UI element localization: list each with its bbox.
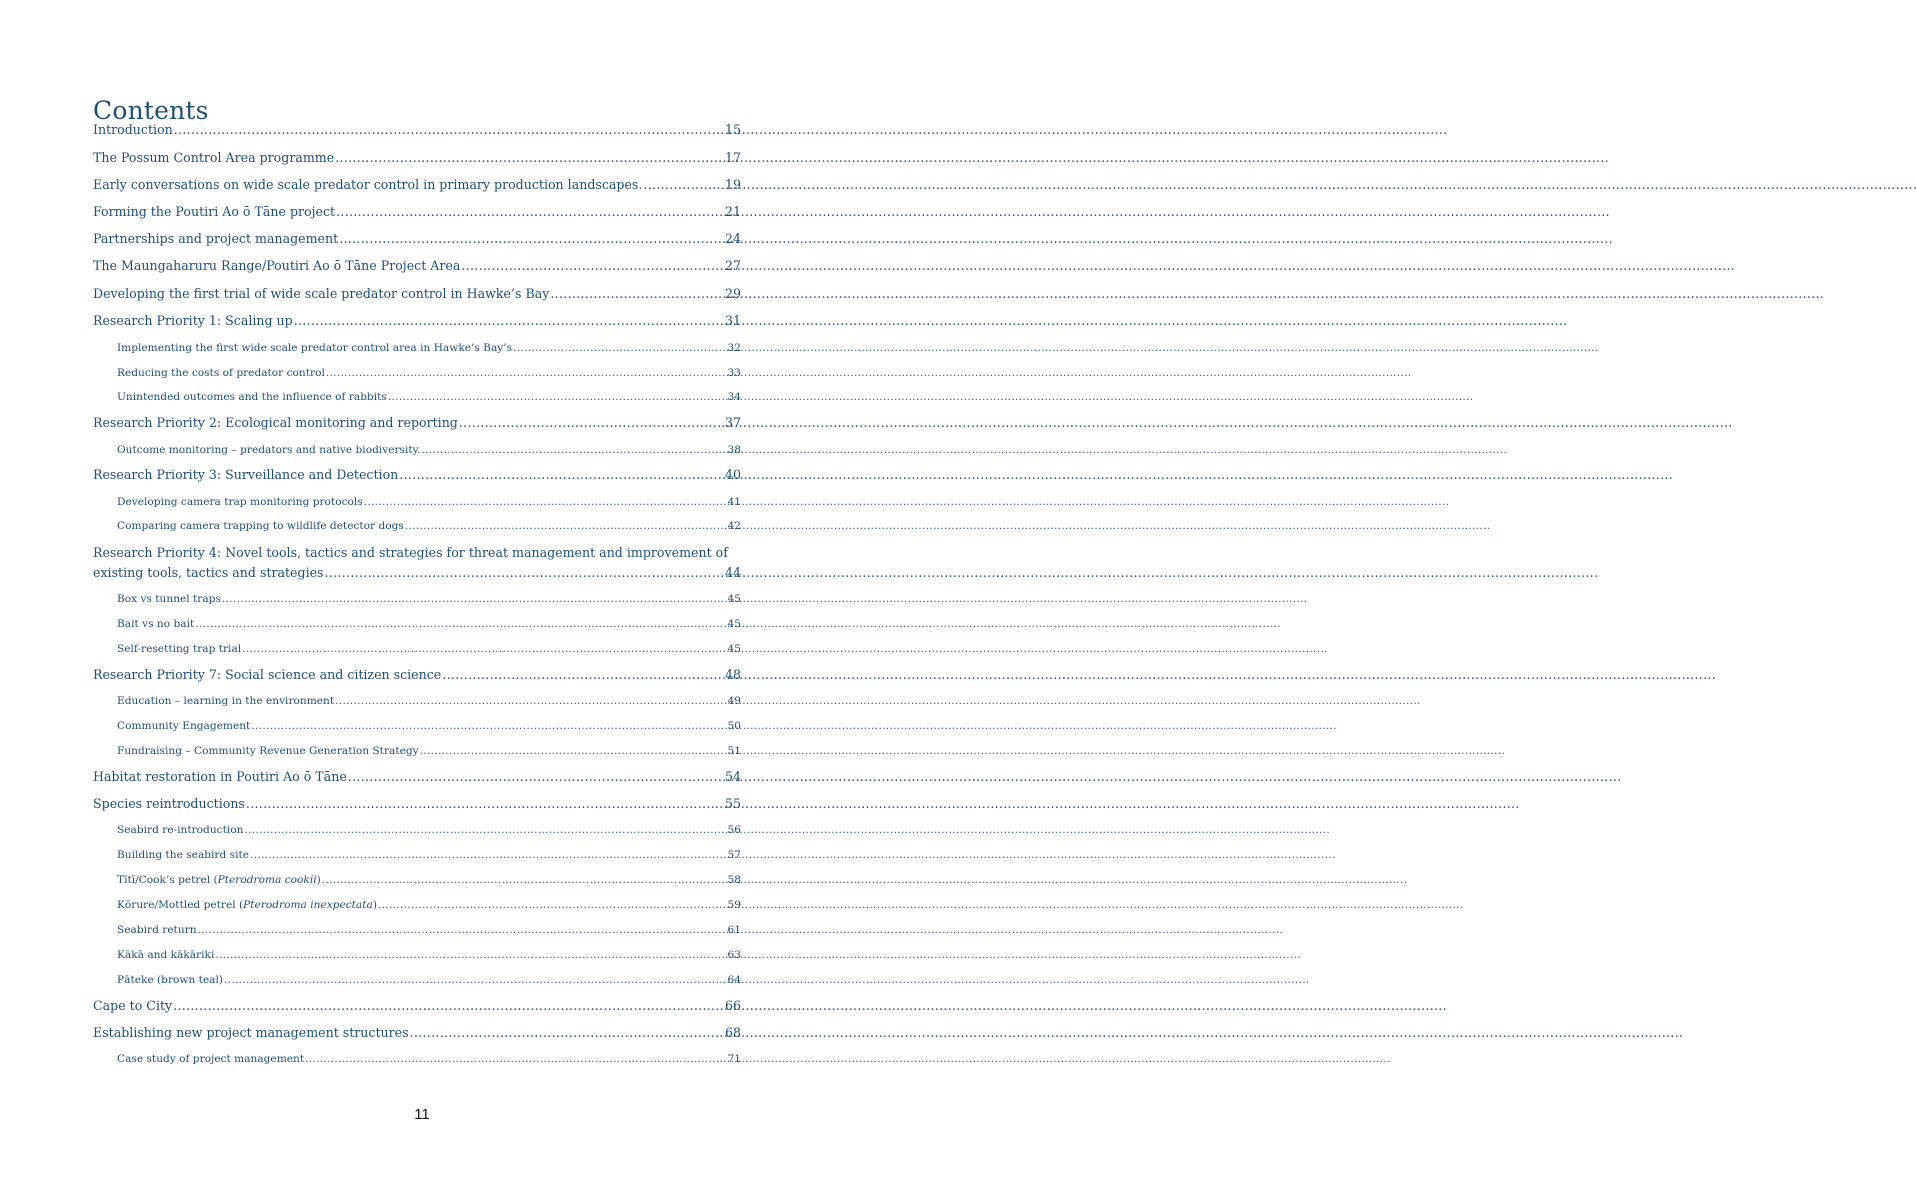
toc-entry-research-priority-3[interactable]	[93, 465, 741, 485]
toc-page-number: 33	[727, 367, 741, 379]
dot-leader	[422, 441, 727, 459]
dot-leader	[294, 311, 724, 331]
toc-subentry-seabird-return[interactable]	[117, 921, 741, 939]
dot-leader	[224, 971, 727, 989]
toc-page-number: 45	[727, 593, 741, 605]
toc-page-number: 41	[727, 496, 741, 508]
dot-leader	[378, 896, 727, 914]
toc-page-number: 31	[724, 313, 741, 328]
dot-leader	[348, 767, 724, 787]
scientific-name: Pterodroma inexpectata	[243, 899, 373, 911]
toc-page-number: 55	[724, 796, 741, 811]
toc-page-number: 15	[724, 122, 741, 137]
toc-entry-research-priority-1[interactable]	[93, 311, 741, 331]
toc-page-number: 54	[724, 769, 741, 784]
toc-entry-possum-control[interactable]	[93, 148, 741, 168]
toc-subentry-fundraising[interactable]	[117, 742, 741, 760]
toc-entry-research-priority-4[interactable]	[93, 543, 741, 583]
toc-page-number: 24	[724, 231, 741, 246]
toc-entry-label: Research Priority 1: Scaling up	[93, 313, 293, 328]
toc-subentry-box-vs-tunnel[interactable]	[117, 590, 741, 608]
toc-entry-label: Implementing the first wide scale predator control area in Hawke’s Bay’s	[117, 342, 513, 354]
toc-subentry-seabird-reintroduction[interactable]	[117, 821, 741, 839]
toc-page-number: 45	[727, 618, 741, 630]
dot-leader	[388, 388, 727, 406]
toc-entry-label	[117, 896, 377, 914]
toc-page-number: 48	[724, 667, 741, 682]
toc-subentry-community-engagement[interactable]	[117, 717, 741, 735]
toc-subentry-outcome-monitoring[interactable]	[117, 441, 741, 459]
dot-leader	[173, 996, 724, 1016]
toc-page-number: 17	[724, 150, 741, 165]
toc-entry-label: Early conversations on wide scale predator control in primary production landscapes.	[93, 177, 643, 192]
toc-entry-label: Building the seabird site	[117, 849, 249, 861]
toc-entry-label: Education – learning in the environment	[117, 695, 335, 707]
toc-entry-label: Self-resetting trap trial	[117, 643, 242, 655]
toc-subentry-reducing-costs[interactable]	[117, 364, 741, 382]
toc-entry-label: The Maungaharuru Range/Poutiri Ao ō Tāne Project Area	[93, 258, 461, 273]
dot-leader	[420, 742, 727, 760]
toc-entry-label: Seabird return	[117, 924, 197, 936]
toc-entry-label: Introduction	[93, 122, 173, 137]
toc-page-number: 57	[727, 849, 741, 861]
dot-leader	[251, 717, 726, 735]
dot-leader	[325, 563, 724, 583]
dot-leader	[250, 846, 727, 864]
toc-entry-label: Research Priority 3: Surveillance and Detection	[93, 467, 399, 482]
dot-leader	[550, 284, 724, 304]
dot-leader	[399, 465, 724, 485]
toc-page-number: 42	[727, 520, 741, 532]
toc-subentry-pateke[interactable]	[117, 971, 741, 989]
toc-entry-label: Partnerships and project management	[93, 231, 339, 246]
dot-leader	[174, 120, 724, 140]
toc-entry-label: Fundraising – Community Revenue Generation Strategy	[117, 745, 419, 757]
toc-entry-species-reintroductions[interactable]	[93, 794, 741, 814]
toc-subentry-unintended-outcomes[interactable]	[117, 388, 741, 406]
toc-page-number: 34	[727, 391, 741, 403]
toc-page-number: 51	[727, 745, 741, 757]
toc-entry-label: Research Priority 4: Novel tools, tactics and strategies for threat management and improvement of	[93, 545, 728, 560]
dot-leader	[442, 665, 724, 685]
toc-entry-label: Research Priority 7: Social science and citizen science	[93, 667, 442, 682]
dot-leader	[410, 1023, 724, 1043]
toc-page-number: 38	[727, 444, 741, 456]
toc-page-number: 50	[727, 720, 741, 732]
toc-entry-label: Kākā and kākāriki	[117, 949, 215, 961]
dot-leader	[246, 794, 724, 814]
toc-entry-label: Forming the Poutiri Ao ō Tāne project	[93, 204, 336, 219]
toc-entry-label: Seabird re-introduction	[117, 824, 244, 836]
toc-page-number: 49	[727, 695, 741, 707]
dot-leader	[461, 256, 724, 276]
toc-entry-label: Research Priority 2: Ecological monitoring and reporting	[93, 415, 458, 430]
toc-page-number: 44	[724, 565, 741, 580]
dot-leader	[215, 946, 726, 964]
dot-leader	[335, 148, 724, 168]
toc-label-text: Tītī/Cook’s petrel (	[117, 874, 218, 886]
dot-leader	[322, 871, 727, 889]
toc-entry-label: Outcome monitoring – predators and native biodiversity.	[117, 444, 421, 456]
toc-entry-research-priority-7[interactable]	[93, 665, 741, 685]
toc-label-text: Kōrure/Mottled petrel (	[117, 899, 244, 911]
toc-entry-label	[117, 871, 321, 889]
toc-page-number: 68	[724, 1025, 741, 1040]
toc-entry-first-trial[interactable]	[93, 284, 741, 304]
dot-leader	[305, 1050, 726, 1068]
toc-label-text: )	[372, 899, 377, 911]
toc-entry-habitat-restoration[interactable]	[93, 767, 741, 787]
toc-entry-label: Cape to City	[93, 998, 173, 1013]
toc-page-number: 58	[727, 874, 741, 886]
toc-page-number: 32	[727, 342, 741, 354]
toc-subentry-education[interactable]	[117, 692, 741, 710]
dot-leader	[198, 921, 727, 939]
toc-entry-label: The Possum Control Area programme	[93, 150, 335, 165]
toc-entry-label-continued: existing tools, tactics and strategies	[93, 565, 324, 580]
dot-leader	[364, 493, 727, 511]
toc-entry-label: Developing camera trap monitoring protocols	[117, 496, 363, 508]
toc-entry-label: Community Engagement	[117, 720, 251, 732]
toc-subentry-camera-trap[interactable]	[117, 493, 741, 511]
toc-entry-label: Bait vs no bait	[117, 618, 195, 630]
dot-leader	[222, 590, 727, 608]
page-number: 11	[414, 1106, 430, 1123]
toc-page-number: 19	[724, 177, 741, 192]
toc-page-number: 61	[727, 924, 741, 936]
toc-page-number: 56	[727, 824, 741, 836]
toc-subentry-case-study[interactable]	[117, 1050, 741, 1068]
toc-entry-label: Pāteke (brown teal)	[117, 974, 224, 986]
toc-subentry-self-resetting-trap[interactable]	[117, 640, 741, 658]
page-title: Contents	[93, 96, 209, 125]
toc-page-number: 71	[727, 1053, 741, 1065]
toc-entry-introduction[interactable]	[93, 120, 741, 140]
scientific-name: Pterodroma cookii	[217, 874, 317, 886]
dot-leader	[242, 640, 726, 658]
toc-entry-label: Box vs tunnel traps	[117, 593, 221, 605]
toc-entry-label: Establishing new project management structures	[93, 1025, 409, 1040]
dot-leader	[513, 339, 726, 357]
toc-page-number: 27	[724, 258, 741, 273]
toc-subentry-detector-dogs[interactable]	[117, 517, 741, 535]
dot-leader	[643, 175, 724, 195]
toc-entry-label: Reducing the costs of predator control	[117, 367, 325, 379]
dot-leader	[244, 821, 726, 839]
dot-leader	[195, 615, 726, 633]
toc-entry-project-area[interactable]	[93, 256, 741, 276]
toc-subentry-cooks-petrel[interactable]	[117, 871, 741, 889]
toc-entry-label: Species reintroductions	[93, 796, 245, 811]
toc-label-text: )	[316, 874, 321, 886]
dot-leader	[405, 517, 727, 535]
dot-leader	[326, 364, 727, 382]
toc-subentry-implementing[interactable]	[117, 339, 741, 357]
toc-entry-label: Developing the first trial of wide scale predator control in Hawke’s Bay	[93, 286, 550, 301]
toc-entry-label: Unintended outcomes and the influence of rabbits	[117, 391, 387, 403]
dot-leader	[335, 692, 726, 710]
toc-page-number: 59	[727, 899, 741, 911]
toc-entry-label: Case study of project management	[117, 1053, 305, 1065]
dot-leader	[336, 202, 724, 222]
toc-page-number: 29	[724, 286, 741, 301]
toc-entry-early-conversations[interactable]	[93, 175, 741, 195]
toc-page-number: 63	[727, 949, 741, 961]
toc-page-number: 40	[724, 467, 741, 482]
toc-entry-research-priority-2[interactable]	[93, 413, 741, 433]
toc-page-number: 37	[724, 415, 741, 430]
toc-entry-partnerships[interactable]	[93, 229, 741, 249]
dot-leader	[459, 413, 724, 433]
toc-page-number: 21	[724, 204, 741, 219]
toc-entry-continuation	[93, 563, 741, 583]
toc-subentry-bait-vs-no-bait[interactable]	[117, 615, 741, 633]
toc-subentry-seabird-site[interactable]	[117, 846, 741, 864]
toc-subentry-kaka-kakariki[interactable]	[117, 946, 741, 964]
toc-page-number: 64	[727, 974, 741, 986]
toc-entry-project-management-structures[interactable]	[93, 1023, 741, 1043]
toc-subentry-mottled-petrel[interactable]	[117, 896, 741, 914]
toc-entry-forming-project[interactable]	[93, 202, 741, 222]
toc-entry-label: Habitat restoration in Poutiri Ao ō Tāne	[93, 769, 347, 784]
toc-page-number: 66	[724, 998, 741, 1013]
dot-leader	[339, 229, 724, 249]
toc-entry-cape-to-city[interactable]	[93, 996, 741, 1016]
toc-entry-label: Comparing camera trapping to wildlife detector dogs	[117, 520, 404, 532]
toc-page-number: 45	[727, 643, 741, 655]
